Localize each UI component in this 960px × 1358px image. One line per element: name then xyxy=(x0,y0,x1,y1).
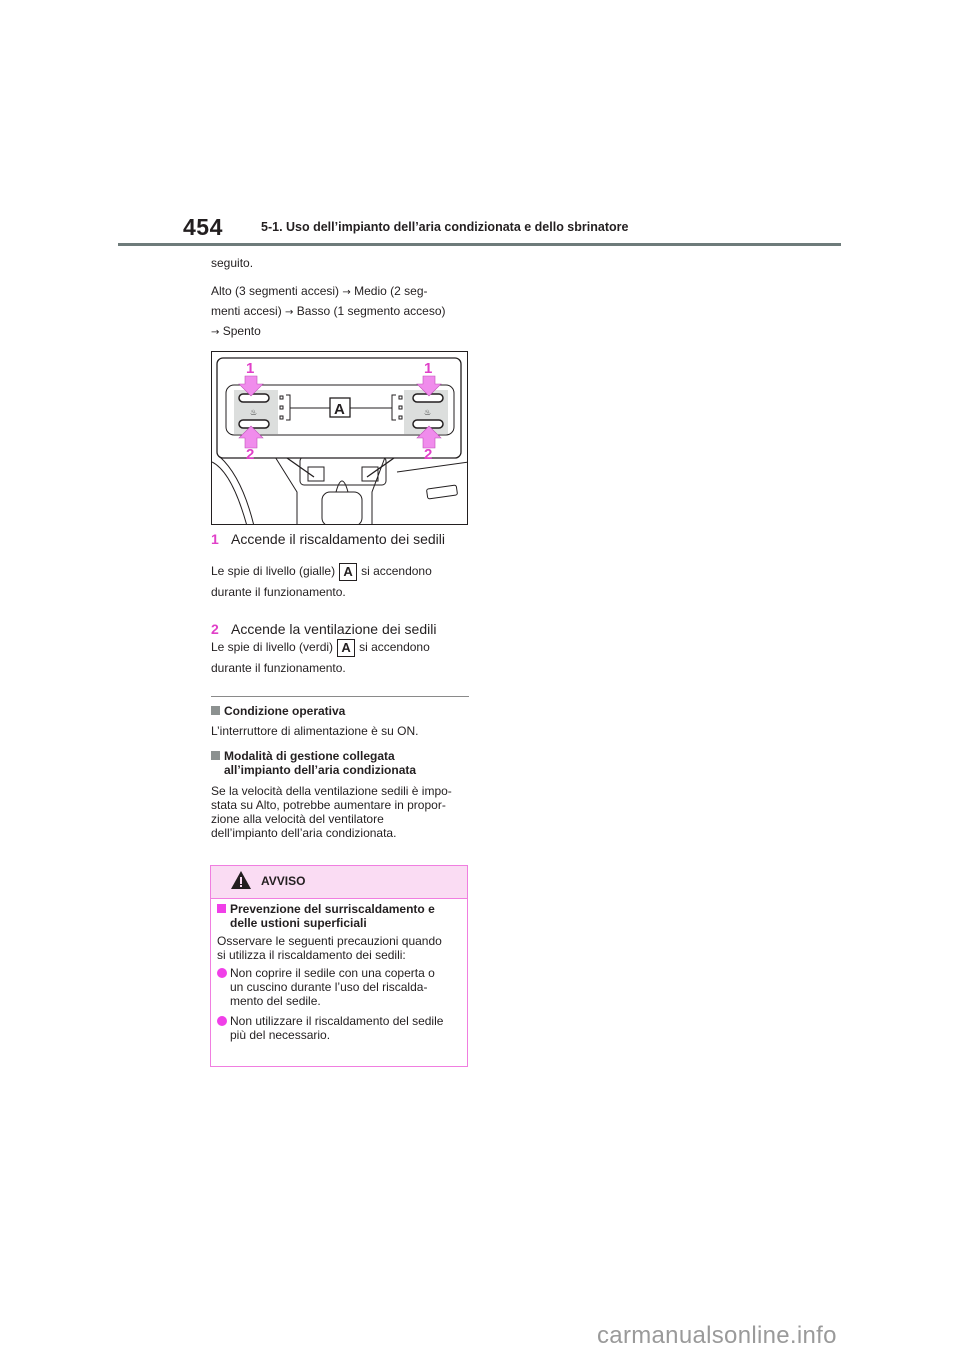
square-bullet-icon xyxy=(211,706,220,715)
heading-text: Prevenzione del surriscaldamento e xyxy=(230,902,435,916)
label-a-badge: A xyxy=(337,639,355,657)
section-divider xyxy=(211,696,469,697)
heading-text: delle ustioni superficiali xyxy=(230,916,367,930)
note-text: si accendono xyxy=(361,564,432,578)
intro-line: seguito. xyxy=(211,256,254,270)
bullet-dot-icon xyxy=(217,968,227,978)
section-title-ac-mode xyxy=(211,749,416,777)
warning-header xyxy=(211,866,467,899)
section-title-condition xyxy=(211,704,345,718)
section-title-text: Modalità di gestione collegata xyxy=(224,749,395,763)
seat-switch-illustration xyxy=(211,351,468,525)
warning-bullet xyxy=(217,1014,467,1042)
bullet-text: Non coprire il sedile con una coperta o xyxy=(230,966,435,980)
step-2-note xyxy=(211,637,430,679)
warning-content xyxy=(217,900,467,1042)
note-text: Le spie di livello (gialle) xyxy=(211,564,336,578)
note-text: si accendono xyxy=(359,640,430,654)
warning-bullet xyxy=(217,966,467,1008)
warning-heading xyxy=(217,902,467,930)
seq-spento: Spento xyxy=(222,324,261,338)
body-line: stata su Alto, potrebbe aumentare in propor- xyxy=(211,798,446,812)
square-bullet-icon xyxy=(217,904,226,913)
warning-triangle-icon xyxy=(230,870,252,890)
watermark: carmanualsonline.info xyxy=(597,1322,837,1349)
note-text: durante il funzionamento. xyxy=(211,585,346,599)
square-bullet-icon xyxy=(211,751,220,760)
body-line: dell’impianto dell’aria condizionata. xyxy=(211,826,397,840)
bullet-text: un cuscino durante l’uso del riscalda- xyxy=(230,980,428,994)
intro-text: si utilizza il riscaldamento dei sedili: xyxy=(217,948,406,962)
callout-1-left: 1 xyxy=(246,360,255,377)
step-number: 2 xyxy=(211,621,219,637)
seq-medio: Medio (2 seg- xyxy=(354,284,428,298)
header-divider xyxy=(118,243,841,246)
step-number: 1 xyxy=(211,531,219,547)
step-1-note xyxy=(211,561,432,603)
step-title: Accende la ventilazione dei sedili xyxy=(231,621,437,637)
callout-2-left: 2 xyxy=(246,446,255,463)
arrow-icon: → xyxy=(285,307,294,318)
label-a-badge: A xyxy=(339,563,357,581)
seq-alto: Alto (3 segmenti accesi) xyxy=(211,284,340,298)
warning-box xyxy=(210,865,468,1067)
body-line: Se la velocità della ventilazione sedili è impo- xyxy=(211,784,452,798)
section-title-text: Condizione operativa xyxy=(224,704,346,718)
chapter-title: 5-1. Uso dell’impianto dell’aria condizionata e dello sbrinatore xyxy=(261,220,629,234)
svg-text:A: A xyxy=(334,401,345,418)
callout-2-right: 2 xyxy=(424,446,433,463)
speed-sequence xyxy=(211,282,469,342)
bullet-text: mento del sedile. xyxy=(230,994,321,1008)
intro-text xyxy=(211,254,469,342)
step-1 xyxy=(211,531,445,547)
warning-intro xyxy=(217,934,467,962)
seq-medio-cont: menti accesi) xyxy=(211,304,282,318)
svg-text:♨: ♨ xyxy=(424,408,432,417)
note-text: Le spie di livello (verdi) xyxy=(211,640,334,654)
callout-1-right: 1 xyxy=(424,360,433,377)
section-body: L’interruttore di alimentazione è su ON. xyxy=(211,724,419,738)
body-line: zione alla velocità del ventilatore xyxy=(211,812,384,826)
arrow-icon: → xyxy=(342,287,351,298)
arrow-icon: → xyxy=(211,327,220,338)
page-number: 454 xyxy=(183,214,223,240)
bullet-dot-icon xyxy=(217,1016,227,1026)
dashboard-diagram xyxy=(212,352,468,525)
section-title-text: all’impianto dell’aria condizionata xyxy=(224,763,417,777)
intro-text: Osservare le seguenti precauzioni quando xyxy=(217,934,442,948)
note-text: durante il funzionamento. xyxy=(211,661,346,675)
step-2 xyxy=(211,621,436,637)
step-title: Accende il riscaldamento dei sedili xyxy=(231,531,445,547)
warning-title: AVVISO xyxy=(261,874,306,888)
seq-basso: Basso (1 segmento acceso) xyxy=(296,304,446,318)
bullet-text: Non utilizzare il riscaldamento del sedile xyxy=(230,1014,444,1028)
section-body xyxy=(211,784,469,840)
bullet-text: più del necessario. xyxy=(230,1028,331,1042)
svg-text:♨: ♨ xyxy=(250,408,258,417)
